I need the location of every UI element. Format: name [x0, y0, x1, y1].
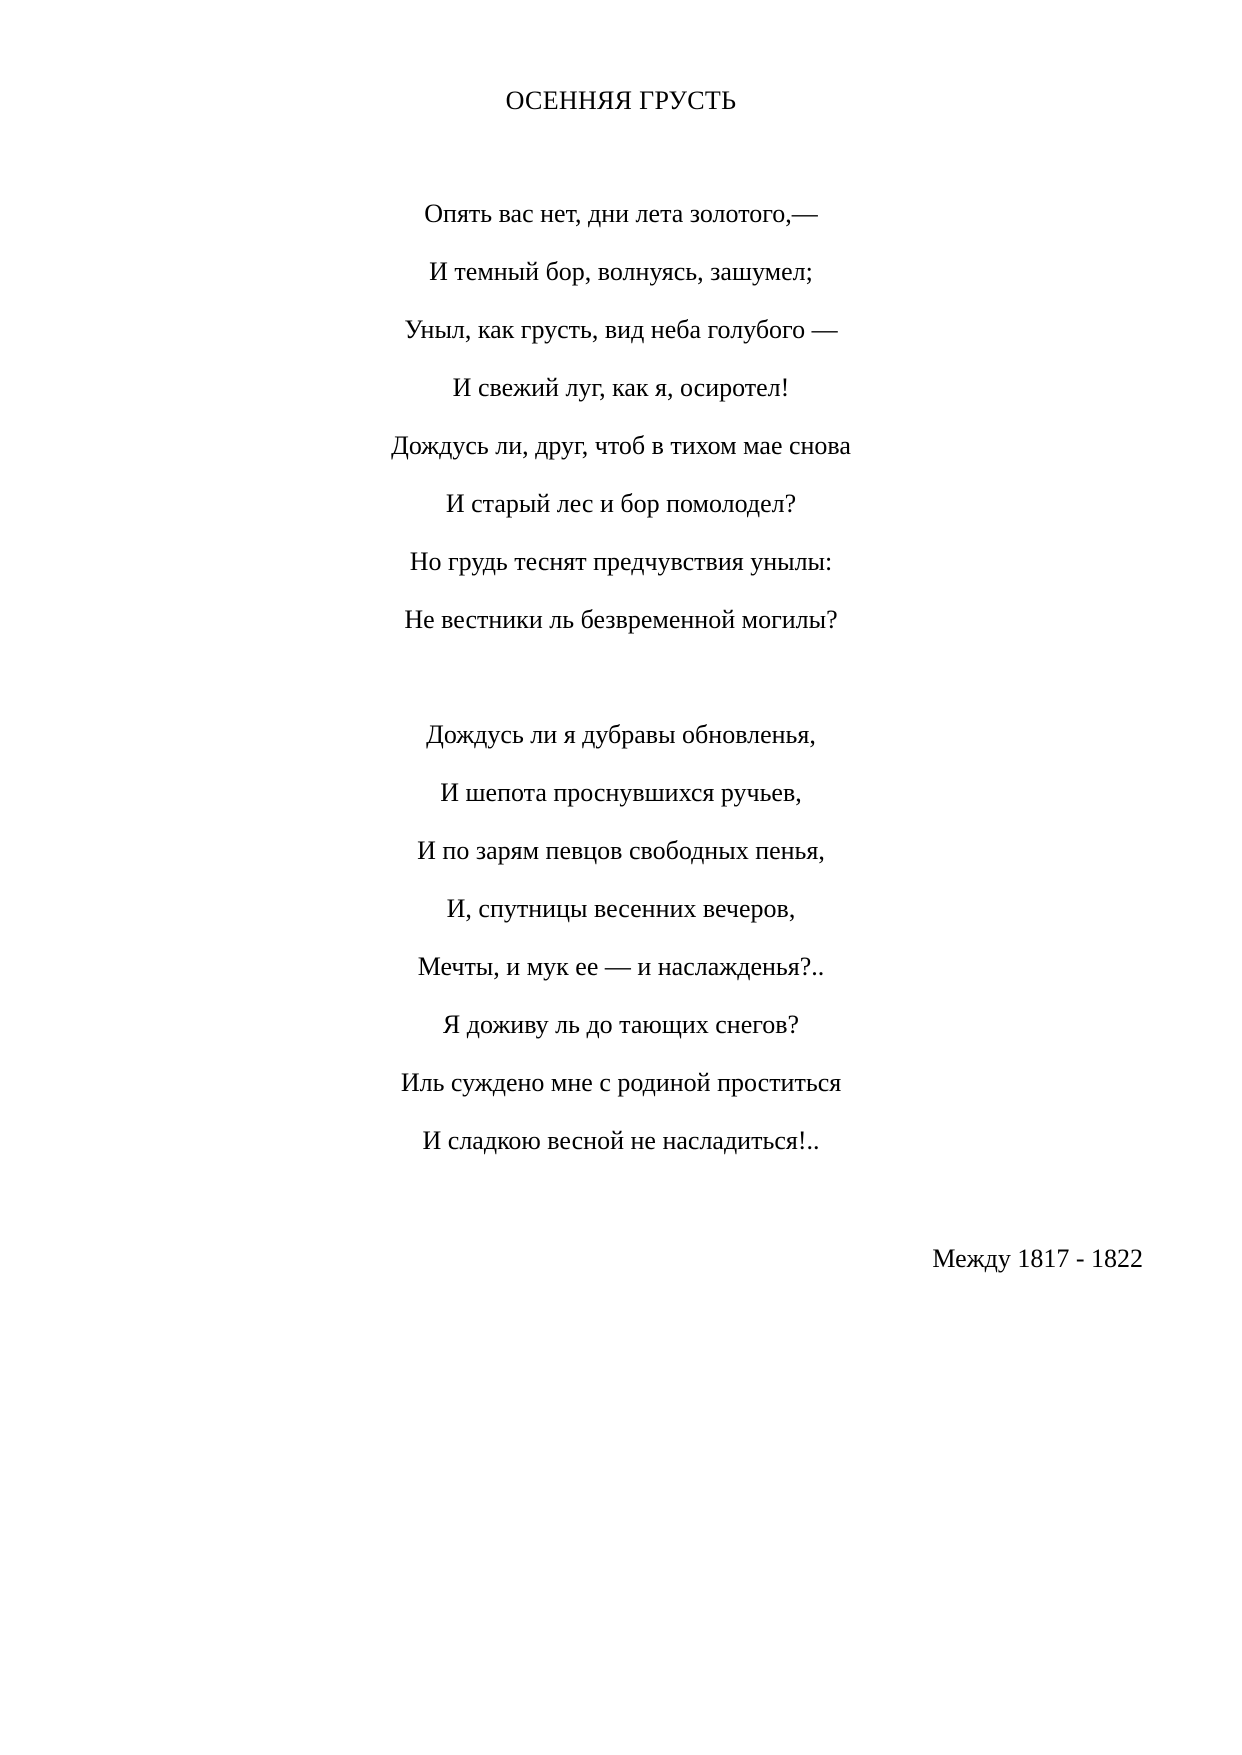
- poem-line: И старый лес и бор помолодел?: [445, 489, 797, 518]
- poem-line: Дождусь ли, друг, чтоб в тихом мае снова: [391, 431, 851, 460]
- stanza-1: [0, 197, 1242, 661]
- poem-line: И темный бор, волнуясь, зашумел;: [429, 257, 813, 286]
- poem-line: Не вестники ль безвременной могилы?: [404, 605, 838, 634]
- poem-line: Мечты, и мук ее — и наслажденья?..: [417, 952, 825, 981]
- poem-line: Дождусь ли я дубравы обновленья,: [426, 720, 816, 749]
- poem-line: Но грудь теснят предчувствия унылы:: [409, 547, 833, 576]
- poem-line: Опять вас нет, дни лета золотого,—: [424, 199, 818, 228]
- poem-line: И, спутницы весенних вечеров,: [446, 894, 796, 923]
- poem-line: Иль суждено мне с родиной проститься: [400, 1068, 842, 1097]
- poem-line: Я доживу ль до тающих снегов?: [442, 1010, 800, 1039]
- poem-line: И свежий луг, как я, осиротел!: [452, 373, 790, 402]
- poem-line: И по зарям певцов свободных пенья,: [417, 836, 825, 865]
- poem-line: И шепота проснувшихся ручьев,: [440, 778, 802, 807]
- poem-date: Между 1817 - 1822: [932, 1244, 1143, 1273]
- poem-line: И сладкою весной не насладиться!..: [422, 1126, 820, 1155]
- poem-line: Уныл, как грусть, вид неба голубого —: [404, 315, 838, 344]
- stanza-2: [0, 718, 1242, 1182]
- poem-title: ОСЕННЯЯ ГРУСТЬ: [505, 86, 737, 115]
